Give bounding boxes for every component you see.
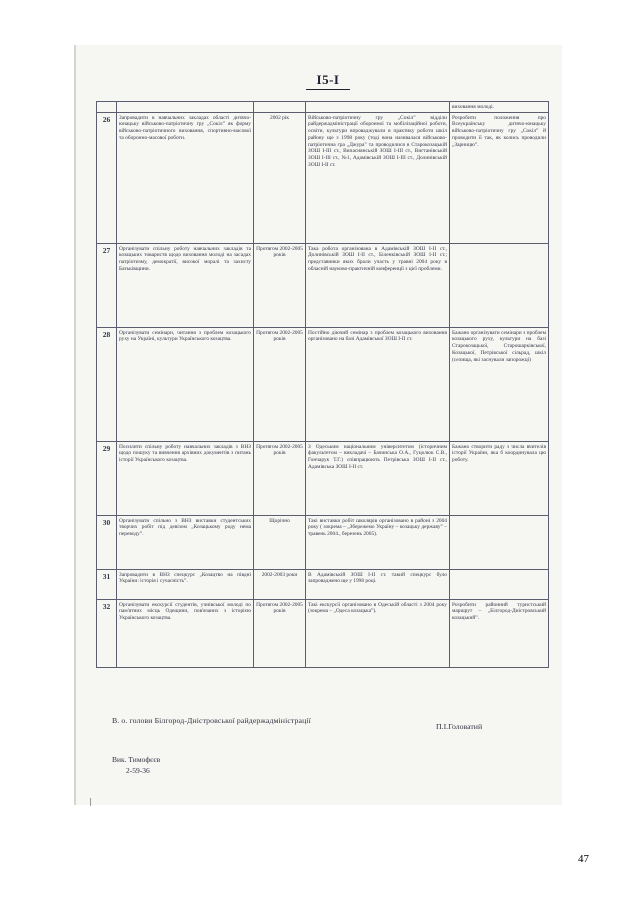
result-cell bbox=[450, 243, 549, 327]
page-number: 47 bbox=[578, 853, 589, 865]
page-code: I5-I bbox=[316, 72, 340, 87]
row-number: 32 bbox=[97, 599, 117, 667]
row-number bbox=[97, 102, 117, 113]
done-cell: Такі виставки робіт школярів організовано в районі з 2004 року ( зокрема – „Збережемо Україну – козацьку державу” – травень 2004., березень 2005). bbox=[306, 515, 450, 569]
done-cell bbox=[306, 102, 450, 113]
term-cell bbox=[254, 102, 306, 113]
result-cell: Бажано створити раду з числа вчителів історії України, яка б координувала цю роботу. bbox=[450, 441, 549, 515]
task-cell: Організувати спільно з ВНЗ виставки студентських творчих робіт під девізом „Козацькому роду нема переводу”. bbox=[117, 515, 254, 569]
done-cell: Військово-патріотичну гру „Сокіл” відділи райдержадміністрації оборонної та мобілізаційної роботи, освіти, культури впроваджували в практику роботи шкіл району ще з 1998 року (тоді вона називалася військово-патріотична гра „Джура” та проводилися в Старокозацькій ЗОШ І-ІІІ ст., Випаснянській ЗОШ І-ІІІ ст., Вигтанівській ЗОШ І-ІІІ ст., №1, Адамівській ЗОШ І-ІІІ ст., Долинівській ЗОШ І-ІІ ст. bbox=[306, 112, 450, 243]
task-cell: Організувати семінари, читання з проблем козацького руху на Україні, культури Українського козацтва. bbox=[117, 327, 254, 441]
result-cell: Бажано організувати семінари з проблем козацького руху, культури на базі Старокозацької, Старошарківської, Козацької, Петрівської сільрад, шкіл (селища, які заснували запорожці) bbox=[450, 327, 549, 441]
row-number: 31 bbox=[97, 569, 117, 599]
task-cell: Посилити спільну роботу навчальних закладів з ВНЗ щодо пошуку та вивчення архівних документів з питань історії Українського козацтва. bbox=[117, 441, 254, 515]
task-cell: Запровадити в навчальних закладах області дитячо-юнацьку військово-патріотичну гру „Сокіл” як форму військово-патріотичного виховання, спортивно-масової та оборонно-масової роботи. bbox=[117, 112, 254, 243]
measures-table bbox=[96, 101, 549, 668]
scan-edge bbox=[74, 45, 76, 805]
done-cell: В Адамівській ЗОШ І-ІІ ст. такий спецкурс було запроваджено ще у 1998 році. bbox=[306, 569, 450, 599]
table-row bbox=[97, 599, 549, 667]
table-row bbox=[97, 243, 549, 327]
term-cell: Щорічно bbox=[254, 515, 306, 569]
row-number: 29 bbox=[97, 441, 117, 515]
row-number: 26 bbox=[97, 112, 117, 243]
done-cell: Така робота організована в Адамівській ЗОШ І-ІІ ст., Долинівській ЗОШ І-ІІ ст., Біленківській ЗОШ І-ІІ ст.; представники яких брали участь у травні 2004 року в обласній науково-практичній конференції з цієї проблеми. bbox=[306, 243, 450, 327]
table-row bbox=[97, 569, 549, 599]
table-row bbox=[97, 515, 549, 569]
term-cell: 2002-2003 роки bbox=[254, 569, 306, 599]
table-row bbox=[97, 441, 549, 515]
term-cell: Протягом 2002-2005 років bbox=[254, 327, 306, 441]
table-row bbox=[97, 327, 549, 441]
result-cell bbox=[450, 569, 549, 599]
scan-mark bbox=[90, 798, 91, 806]
table-row bbox=[97, 102, 549, 113]
table-row bbox=[97, 112, 549, 243]
done-cell: Такі екскурсії організовано в Одеській області з 2004 року (зокрема – „Одеса козацька”). bbox=[306, 599, 450, 667]
term-cell: Протягом 2002-2005 років bbox=[254, 243, 306, 327]
executor-phone: 2-59-36 bbox=[126, 766, 150, 775]
row-number: 30 bbox=[97, 515, 117, 569]
result-cell: Розробити положення про Всеукраїнську дитячо-юнацьку військово-патріотичну гру „Сокіл” й проводити її так, як колись проводили „Зарницю”. bbox=[450, 112, 549, 243]
row-number: 27 bbox=[97, 243, 117, 327]
executor-name: Вик. Тимофєєв bbox=[112, 755, 161, 764]
task-cell: Запровадити в ВНЗ спецкурс „Козацтво на півдні України: історія і сучасність”. bbox=[117, 569, 254, 599]
page-code-underline bbox=[306, 89, 350, 90]
signature-position: В. о. голови Білгород-Дністровської райдержадміністрації bbox=[112, 716, 311, 725]
result-cell: Розробити районний туристський маршрут – „Білгород-Дністровський козацький”. bbox=[450, 599, 549, 667]
done-cell: З Одеським національним університетом (історичним факультетом – викладачі – Бачинська О.А., Гуцолюк С.В., Гончарук Т.Г.) співпрацюють Петрівська ЗОШ І-ІІ ст., Адамівська ЗОШ І-ІІ ст. bbox=[306, 441, 450, 515]
result-cell bbox=[450, 515, 549, 569]
done-cell: Постійно діючий семінар з проблем козацького виховання організовано на базі Адамівської ЗОШ І-ІІ ст. bbox=[306, 327, 450, 441]
signature-name: П.І.Головатий bbox=[436, 722, 483, 731]
task-cell bbox=[117, 102, 254, 113]
term-cell: Протягом 2002-2005 років bbox=[254, 441, 306, 515]
task-cell: Організувати екскурсії студентів, учнівської молоді по пам'ятних місць Одещини, пов'язаних з історією Українського козацтва. bbox=[117, 599, 254, 667]
term-cell: 2002 рік bbox=[254, 112, 306, 243]
task-cell: Організувати спільну роботу навчальних закладів та козацьких товариств щодо виховання молоді на засадах патріотизму, демократії, високої моралі та захисту Батьківщини. bbox=[117, 243, 254, 327]
row-number: 28 bbox=[97, 327, 117, 441]
term-cell: Протягом 2002-2005 років bbox=[254, 599, 306, 667]
result-cell: виховання молоді. bbox=[450, 102, 549, 113]
